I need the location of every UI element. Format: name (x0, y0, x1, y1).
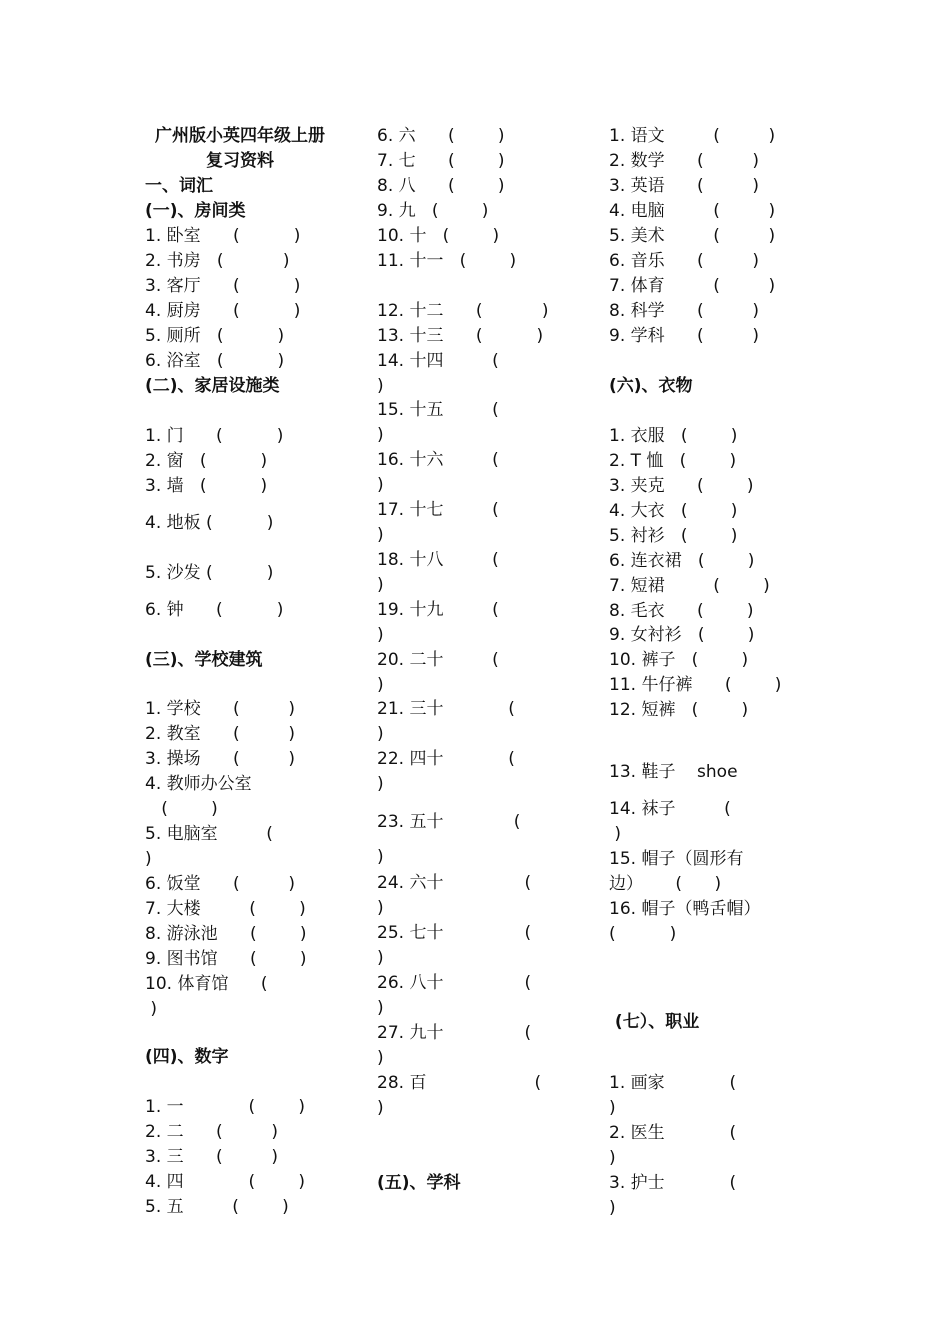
vocab-line: ) (377, 898, 384, 918)
vocab-line: 14. 十四 ( (377, 351, 499, 371)
vocab-line: 6. 连衣裙 ( ) (609, 551, 755, 571)
vocab-line: 3. 客厅 ( ) (145, 276, 301, 296)
vocab-line: 23. 五十 ( (377, 812, 521, 832)
vocab-line: ) (377, 998, 384, 1018)
vocab-line: 1. 学校 ( ) (145, 699, 295, 719)
vocab-line: 3. 夹克 ( ) (609, 476, 754, 496)
vocab-line: 5. 厕所 ( ) (145, 326, 285, 346)
section-heading: 复习资料 (206, 151, 274, 171)
vocab-line: 13. 十三 ( ) (377, 326, 544, 346)
vocab-line: 4. 教师办公室 (145, 774, 252, 794)
vocab-line: 8. 八 ( ) (377, 176, 505, 196)
section-heading: (二)、家居设施类 (145, 376, 280, 396)
vocab-line: 1. 语文 ( ) (609, 126, 776, 146)
vocab-line: 10. 十 ( ) (377, 226, 500, 246)
vocab-line: 1. 画家 ( (609, 1073, 737, 1093)
section-heading: (一)、房间类 (145, 201, 246, 221)
vocab-line: 28. 百 ( (377, 1073, 542, 1093)
vocab-line: 2. 二 ( ) (145, 1122, 278, 1142)
vocab-line: 6. 音乐 ( ) (609, 251, 759, 271)
vocab-line: 8. 科学 ( ) (609, 301, 759, 321)
vocab-line: 27. 九十 ( (377, 1023, 532, 1043)
vocab-line: 1. 卧室 ( ) (145, 226, 301, 246)
vocab-line: 11. 牛仔裤 ( ) (609, 675, 782, 695)
vocab-line: 3. 操场 ( ) (145, 749, 295, 769)
vocab-line: 边） ( ) (609, 874, 722, 894)
vocab-line: ) (609, 824, 622, 844)
section-heading: (六)、衣物 (609, 376, 693, 396)
vocab-line: 4. 厨房 ( ) (145, 301, 301, 321)
vocab-line: 8. 毛衣 ( ) (609, 601, 754, 621)
vocab-line: ) (609, 1148, 616, 1168)
vocab-line: ) (377, 847, 384, 867)
vocab-line: ) (377, 575, 384, 595)
vocab-line: ) (377, 376, 384, 396)
vocab-line: 17. 十七 ( (377, 500, 499, 520)
vocab-line: ) (377, 425, 384, 445)
vocab-line: 2. T 恤 ( ) (609, 451, 737, 471)
vocab-line: 18. 十八 ( (377, 550, 499, 570)
section-heading: 一、词汇 (145, 176, 213, 196)
vocab-line: 3. 三 ( ) (145, 1147, 278, 1167)
vocab-line: 6. 六 ( ) (377, 126, 505, 146)
vocab-line: 26. 八十 ( (377, 973, 532, 993)
section-heading: 广州版小英四年级上册 (155, 126, 325, 146)
vocab-line: ) (377, 675, 384, 695)
vocab-line: 6. 饭堂 ( ) (145, 874, 295, 894)
vocab-line: 9. 女衬衫 ( ) (609, 625, 755, 645)
vocab-line: 5. 沙发 ( ) (145, 563, 274, 583)
vocab-line: 8. 游泳池 ( ) (145, 924, 307, 944)
vocab-line: 7. 短裙 ( ) (609, 576, 770, 596)
vocab-line: 21. 三十 ( (377, 699, 515, 719)
vocab-line: 9. 图书馆 ( ) (145, 949, 307, 969)
vocab-line: 14. 袜子 ( (609, 799, 731, 819)
vocab-line: 11. 十一 ( ) (377, 251, 517, 271)
vocab-line: 4. 大衣 ( ) (609, 501, 738, 521)
vocab-line: 9. 学科 ( ) (609, 326, 759, 346)
section-heading: (四)、数字 (145, 1047, 229, 1067)
vocab-line: 2. 数学 ( ) (609, 151, 759, 171)
vocab-line: 7. 大楼 ( ) (145, 899, 306, 919)
vocab-line: ) (377, 525, 384, 545)
vocab-line: 13. 鞋子 shoe (609, 762, 738, 782)
vocab-line: 5. 美术 ( ) (609, 226, 776, 246)
vocab-line: 4. 地板 ( ) (145, 513, 274, 533)
vocab-line: 12. 短裤 ( ) (609, 700, 749, 720)
vocab-line: 3. 护士 ( (609, 1173, 737, 1193)
vocab-line: 7. 体育 ( ) (609, 276, 776, 296)
vocab-line: 2. 窗 ( ) (145, 451, 268, 471)
vocab-line: ) (377, 774, 384, 794)
vocab-line: 2. 医生 ( (609, 1123, 737, 1143)
section-heading: (七）、职业 (609, 1012, 700, 1032)
vocab-line: 4. 电脑 ( ) (609, 201, 776, 221)
vocab-line: 6. 钟 ( ) (145, 600, 284, 620)
vocab-line: ) (377, 625, 384, 645)
vocab-line: ) (377, 475, 384, 495)
vocab-line: 15. 帽子（圆形有 (609, 849, 744, 869)
vocab-line: ) (377, 948, 384, 968)
vocab-line: 3. 英语 ( ) (609, 176, 759, 196)
vocab-line: ) (377, 1098, 384, 1118)
vocab-line: 16. 十六 ( (377, 450, 499, 470)
vocab-line: ( ) (145, 799, 218, 819)
vocab-line: 1. 一 ( ) (145, 1097, 305, 1117)
section-heading: (五)、学科 (377, 1173, 461, 1193)
vocab-line: 10. 裤子 ( ) (609, 650, 749, 670)
vocab-line: 5. 五 ( ) (145, 1197, 289, 1217)
vocab-line: 5. 衬衫 ( ) (609, 526, 738, 546)
vocab-line: 5. 电脑室 ( (145, 824, 273, 844)
vocab-line: 3. 墙 ( ) (145, 476, 268, 496)
vocab-line: ) (145, 849, 152, 869)
vocab-line: 1. 衣服 ( ) (609, 426, 738, 446)
vocab-line: ) (377, 724, 384, 744)
vocab-line: 15. 十五 ( (377, 400, 499, 420)
vocab-line: 2. 教室 ( ) (145, 724, 295, 744)
vocab-line: ) (145, 999, 158, 1019)
vocab-line: 16. 帽子（鸭舌帽） (609, 899, 761, 919)
section-heading: (三)、学校建筑 (145, 650, 263, 670)
vocab-line: 10. 体育馆 ( (145, 974, 268, 994)
vocab-line: 24. 六十 ( (377, 873, 532, 893)
vocab-line: 6. 浴室 ( ) (145, 351, 285, 371)
vocab-line: 2. 书房 ( ) (145, 251, 290, 271)
vocab-line: ) (609, 1198, 616, 1218)
vocab-line: 19. 十九 ( (377, 600, 499, 620)
vocab-line: 20. 二十 ( (377, 650, 499, 670)
vocab-line: ( ) (609, 924, 677, 944)
vocab-line: 7. 七 ( ) (377, 151, 505, 171)
vocab-line: 25. 七十 ( (377, 923, 532, 943)
vocab-line: 1. 门 ( ) (145, 426, 284, 446)
vocab-line: 9. 九 ( ) (377, 201, 489, 221)
vocab-line: ) (377, 1048, 384, 1068)
vocab-line: ) (609, 1098, 616, 1118)
vocab-line: 12. 十二 ( ) (377, 301, 549, 321)
vocab-line: 4. 四 ( ) (145, 1172, 305, 1192)
vocab-line: 22. 四十 ( (377, 749, 515, 769)
